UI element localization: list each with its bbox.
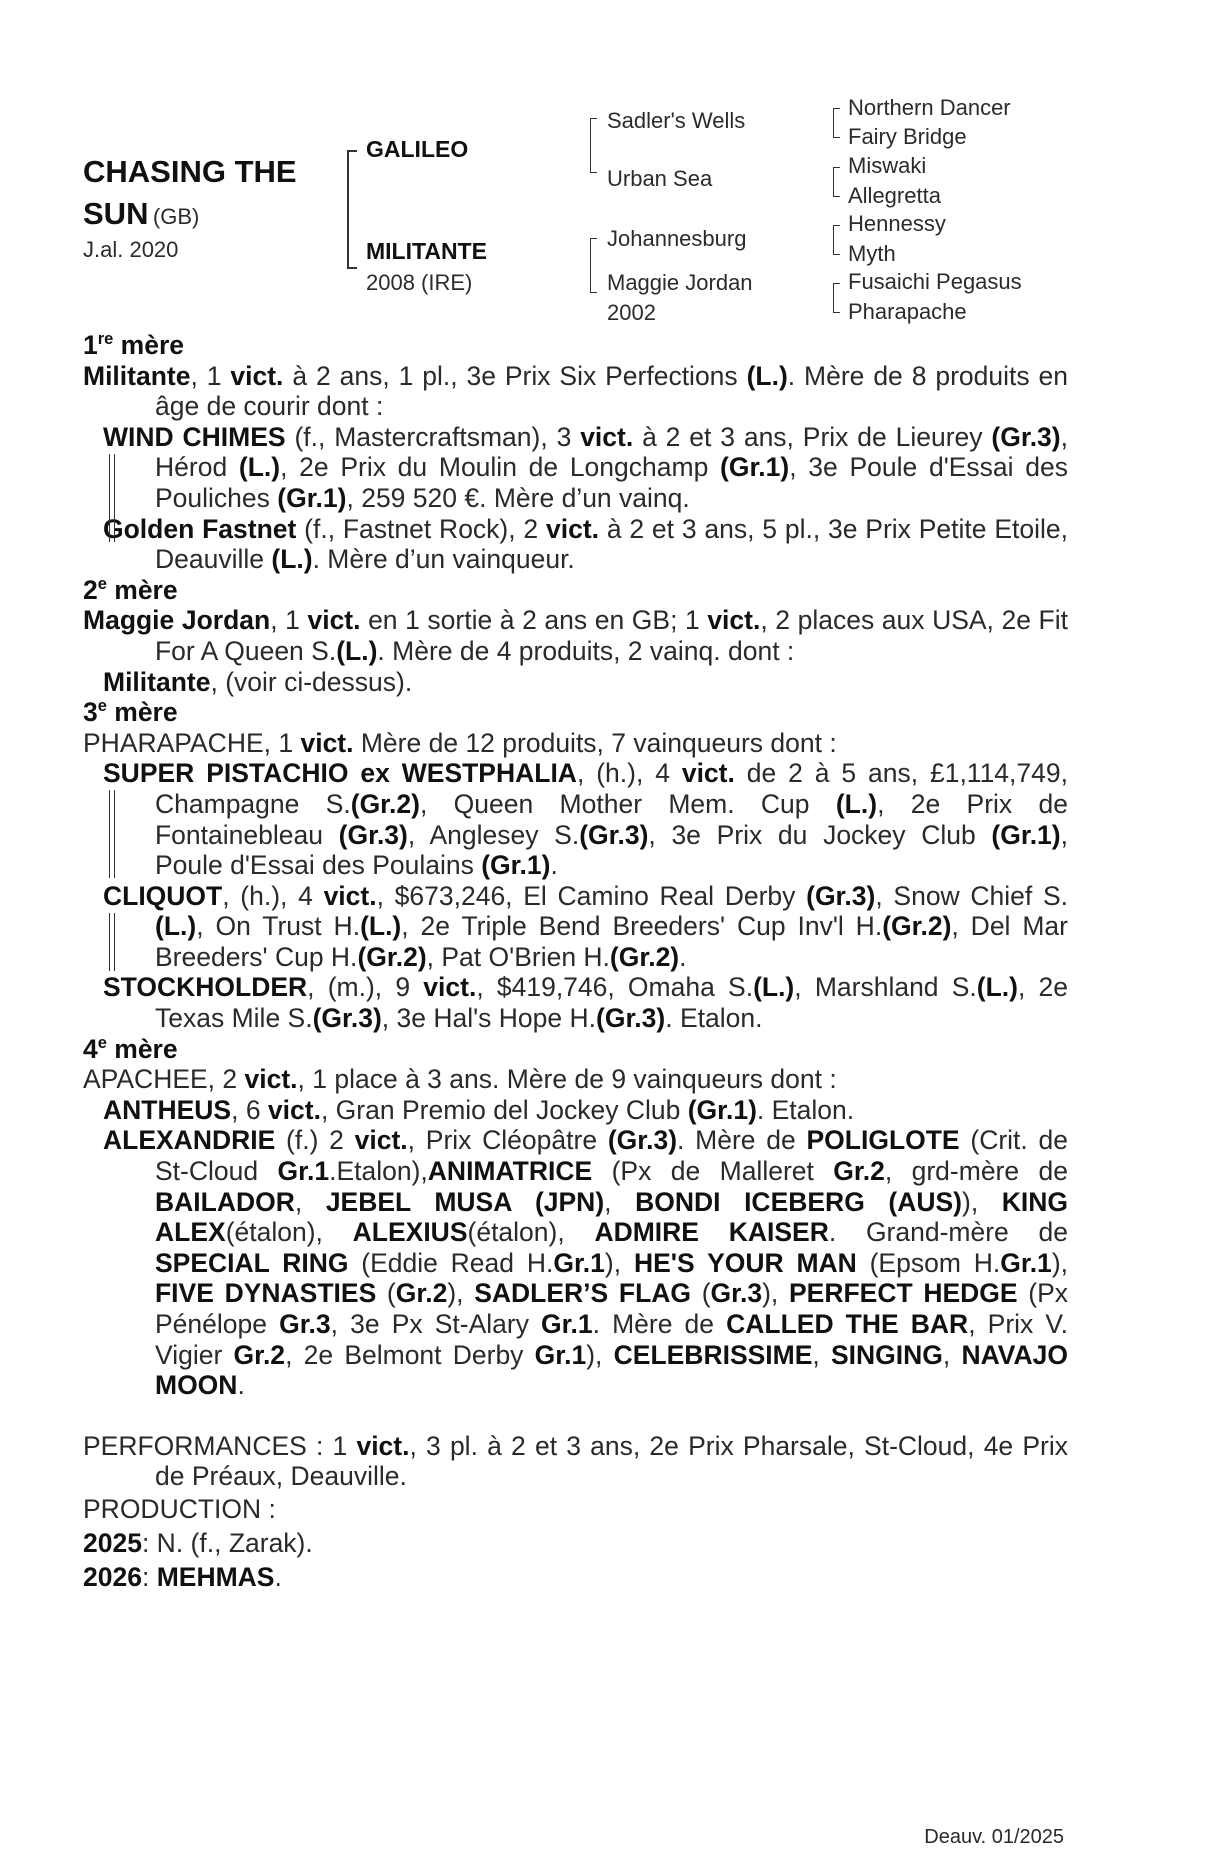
horse-name-line2: SUN (GB): [83, 196, 200, 231]
produce-entry: CLIQUOT, (h.), 4 vict., $673,246, El Camino Real Derby (Gr.3), Snow Chief S.(L.), On Trust H.(L.), 2e Triple Bend Breeders' Cup Inv'l H.(Gr.2), Del Mar Breeders' Cup H.(Gr.2), Pat O'Brien H.(Gr.2).: [103, 880, 1068, 972]
produce-entry: ANTHEUS, 6 vict., Gran Premio del Jockey Club (Gr.1). Etalon.: [103, 1094, 855, 1125]
gen4-name: Miswaki: [848, 153, 927, 178]
gen4-name: Fusaichi Pegasus: [848, 269, 1022, 294]
gen4-name: Hennessy: [848, 211, 946, 236]
sire-dam: Urban Sea: [607, 166, 713, 191]
produce-entry: ALEXANDRIE (f.) 2 vict., Prix Cléopâtre (Gr.3). Mère de POLIGLOTE (Crit. de St-Cloud Gr.1.Etalon),ANIMATRICE (Px de Malleret Gr.2, grd-mère de BAILADOR, JEBEL MUSA (JPN), BONDI ICEBERG (AUS)), KING ALEX(étalon), ALEXIUS(étalon), ADMIRE KAISER. Grand-mère de SPECIAL RING (Eddie Read H.Gr.1), HE'S YOUR MAN (Epsom H.Gr.1), FIVE DYNASTIES (Gr.2), SADLER’S FLAG (Gr.3), PERFECT HEDGE (Px Pénélope Gr.3, 3e Px St-Alary Gr.1. Mère de CALLED THE BAR, Prix V. Vigier Gr.2, 2e Belmont Derby Gr.1), CELEBRISSIME, SINGING, NAVAJO MOON.: [103, 1125, 1069, 1401]
pedigree-bracket: [833, 283, 840, 313]
production-heading: PRODUCTION :: [83, 1493, 276, 1524]
gen4-name: Fairy Bridge: [848, 124, 967, 149]
dam-entry: Militante, 1 vict. à 2 ans, 1 pl., 3e Prix Six Perfections (L.). Mère de 8 produits en âge de courir dont :: [83, 360, 1068, 422]
gen4-name: Myth: [848, 241, 896, 266]
gen4-name: Pharapache: [848, 299, 967, 324]
section-heading-3e-mere: 3e mère: [83, 697, 178, 728]
produce-entry: Militante, (voir ci-dessus).: [103, 666, 413, 697]
dam-entry: PHARAPACHE, 1 vict. Mère de 12 produits, 7 vainqueurs dont :: [83, 727, 837, 758]
produce-entry: WIND CHIMES (f., Mastercraftsman), 3 vict. à 2 et 3 ans, Prix de Lieurey (Gr.3), Hérod (L.), 2e Prix du Moulin de Longchamp (Gr.1), 3e Poule d'Essai des Pouliches (Gr.1), 259 520 €. Mère d’un vainq.: [83, 422, 1068, 514]
dam-name: MILITANTE: [366, 238, 487, 264]
produce-entry: Golden Fastnet (f., Fastnet Rock), 2 vict. à 2 et 3 ans, 5 pl., 3e Prix Petite Etoile, Deauville (L.). Mère d’un vainqueur.: [103, 513, 1068, 575]
horse-name-line1: CHASING THE: [83, 154, 297, 189]
dam-details: 2008 (IRE): [366, 270, 473, 295]
pedigree-bracket: [590, 118, 597, 173]
production-2026: 2026: MEHMAS.: [83, 1561, 282, 1592]
dam-dam-year: 2002: [607, 300, 656, 325]
section-heading-4e-mere: 4e mère: [83, 1033, 178, 1064]
dam-dam: Maggie Jordan: [607, 270, 753, 295]
section-heading-2e-mere: 2e mère: [83, 574, 178, 605]
pedigree-bracket: [833, 225, 840, 255]
production-2025: 2025: N. (f., Zarak).: [83, 1527, 313, 1558]
produce-entry: STOCKHOLDER, (m.), 9 vict., $419,746, Omaha S.(L.), Marshland S.(L.), 2e Texas Mile S.(Gr.3), 3e Hal's Hope H.(Gr.3). Etalon.: [103, 972, 1068, 1034]
pedigree-bracket: [590, 238, 597, 293]
dam-entry: APACHEE, 2 vict., 1 place à 3 ans. Mère de 9 vainqueurs dont :: [83, 1064, 837, 1095]
footer-stamp: Deauv. 01/2025: [924, 1826, 1064, 1848]
dam-entry: Maggie Jordan, 1 vict. en 1 sortie à 2 ans en GB; 1 vict., 2 places aux USA, 2e Fit For A Queen S.(L.). Mère de 4 produits, 2 vainq. dont :: [83, 605, 1068, 666]
catalogue-text: [83, 330, 1068, 1594]
gen4-name: Northern Dancer: [848, 95, 1011, 120]
horse-details: J.al. 2020: [83, 237, 179, 262]
section-heading-1re-mere: 1re mère: [83, 330, 184, 360]
pedigree-bracket: [833, 167, 840, 197]
pedigree-bracket: [347, 150, 357, 269]
gen4-name: Allegretta: [848, 183, 941, 208]
produce-entry: SUPER PISTACHIO ex WESTPHALIA, (h.), 4 vict. de 2 à 5 ans, £1,114,749, Champagne S.(Gr.2), Queen Mother Mem. Cup (L.), 2e Prix de Fontainebleau (Gr.3), Anglesey S.(Gr.3), 3e Prix du Jockey Club (Gr.1), Poule d'Essai des Poulains (Gr.1).: [103, 758, 1068, 881]
pedigree-bracket: [833, 108, 840, 138]
dam-sire: Johannesburg: [607, 226, 747, 251]
sire-sire: Sadler's Wells: [607, 108, 746, 133]
performances: PERFORMANCES : 1 vict., 3 pl. à 2 et 3 ans, 2e Prix Pharsale, St-Cloud, 4e Prix de Préaux, Deauville.: [83, 1430, 1068, 1492]
sire-name: GALILEO: [366, 136, 469, 162]
